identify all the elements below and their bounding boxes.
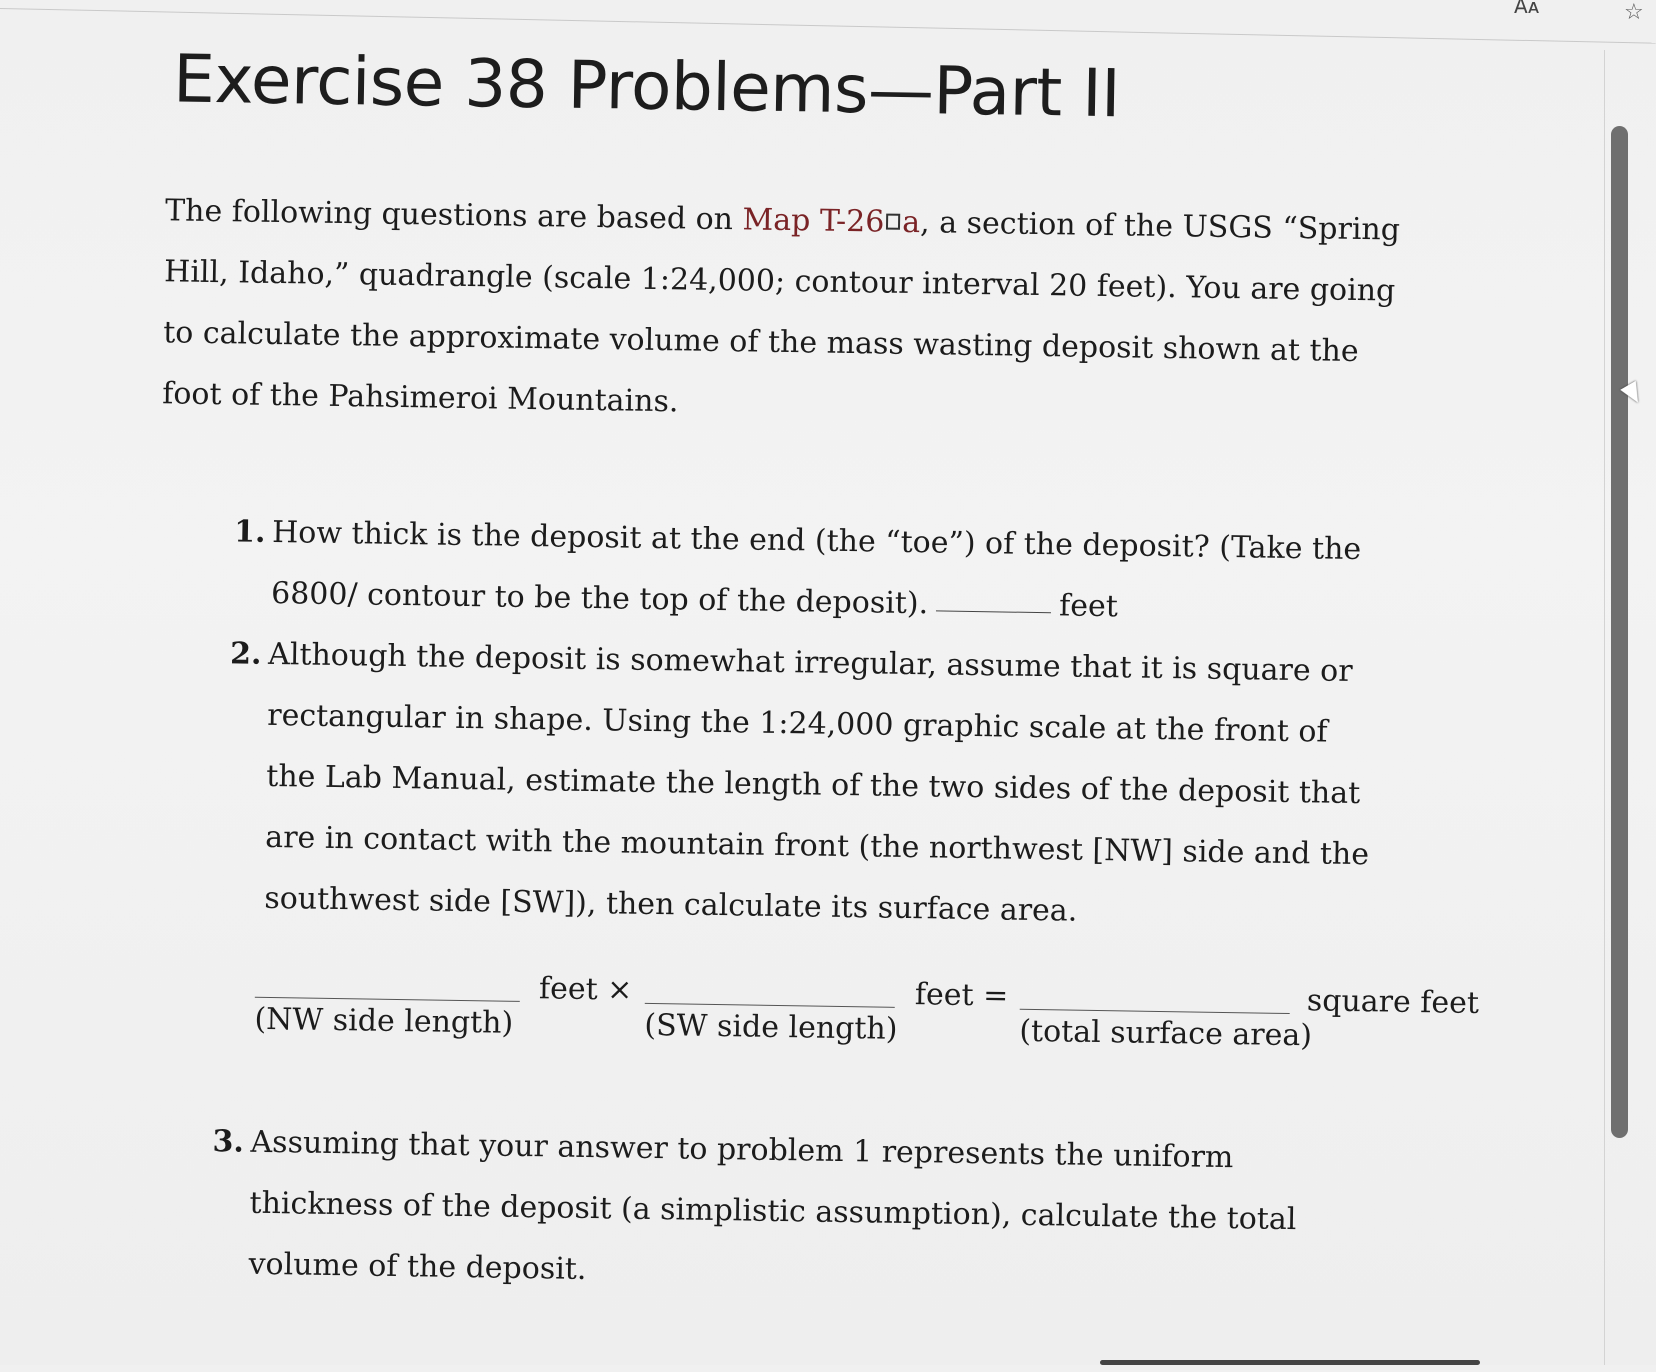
question-text: How thick is the deposit at the end (the “toe”) of the deposit? (Take the 6800/ contour to be the top of the deposit). — [270, 514, 1362, 622]
intro-text-start: The following questions are based on — [164, 193, 743, 238]
map-link-suffix: a — [902, 204, 921, 241]
total-area-field[interactable] — [1019, 979, 1313, 1054]
square-feet-unit: square feet — [1306, 983, 1480, 1021]
sw-side-caption: (SW side length) — [644, 1007, 898, 1047]
question-number: 2. — [229, 636, 262, 672]
answer-unit: feet — [1058, 588, 1119, 625]
document-page — [129, 30, 1550, 1372]
question-number: 3. — [212, 1124, 245, 1160]
nw-side-field[interactable] — [254, 967, 520, 1041]
sw-side-field[interactable] — [644, 973, 898, 1047]
page-right-edge — [1604, 50, 1605, 1365]
map-link-label: Map T-26 — [742, 202, 885, 240]
operator-feet-times: feet × — [538, 971, 633, 1008]
answer-blank-sw[interactable] — [645, 1003, 895, 1008]
question-1 — [233, 501, 1365, 641]
intro-text-end: , a section of the USGS “Spring Hill, Idaho,” quadrangle (scale 1:24,000; contour interval 20 feet). You are going to calculate the approximate volume of the mass wasting deposit shown at the foot of the Pahsimeroi Mountains. — [162, 205, 1401, 420]
map-icon — [886, 214, 900, 230]
answer-blank-thickness[interactable] — [936, 610, 1051, 613]
question-2 — [226, 623, 1381, 946]
question-3 — [210, 1111, 1383, 1312]
page-title: Exercise 38 Problems—Part II — [172, 40, 1121, 133]
question-number: 1. — [233, 514, 266, 550]
font-size-icon[interactable]: Aᴀ — [1514, 0, 1540, 18]
star-icon[interactable]: ☆ — [1624, 0, 1644, 25]
vertical-scrollbar[interactable] — [1611, 126, 1628, 1138]
question-text: Assuming that your answer to problem 1 represents the uniform thickness of the deposit (a simplistic assumption), calculate the total volume of the deposit. — [248, 1124, 1297, 1288]
map-link[interactable] — [742, 202, 920, 240]
answer-blank-nw[interactable] — [255, 997, 520, 1002]
bottom-bar — [1100, 1360, 1480, 1365]
surface-area-equation — [254, 967, 1535, 1067]
intro-paragraph — [162, 180, 1416, 444]
question-text: Although the deposit is somewhat irregular, assume that it is square or rectangular in shape. Using the 1:24,000 graphic scale at the front of the Lab Manual, estimate the length of the two sides of the deposit that are in contact with the mountain front (the northwest [NW] side and the southwest side [SW]), then calculate its surface area. — [264, 636, 1370, 929]
answer-blank-area[interactable] — [1020, 1009, 1290, 1014]
operator-feet-equals: feet = — [914, 977, 1009, 1014]
nw-side-caption: (NW side length) — [254, 1001, 514, 1041]
total-area-caption: (total surface area) — [1019, 1013, 1313, 1054]
